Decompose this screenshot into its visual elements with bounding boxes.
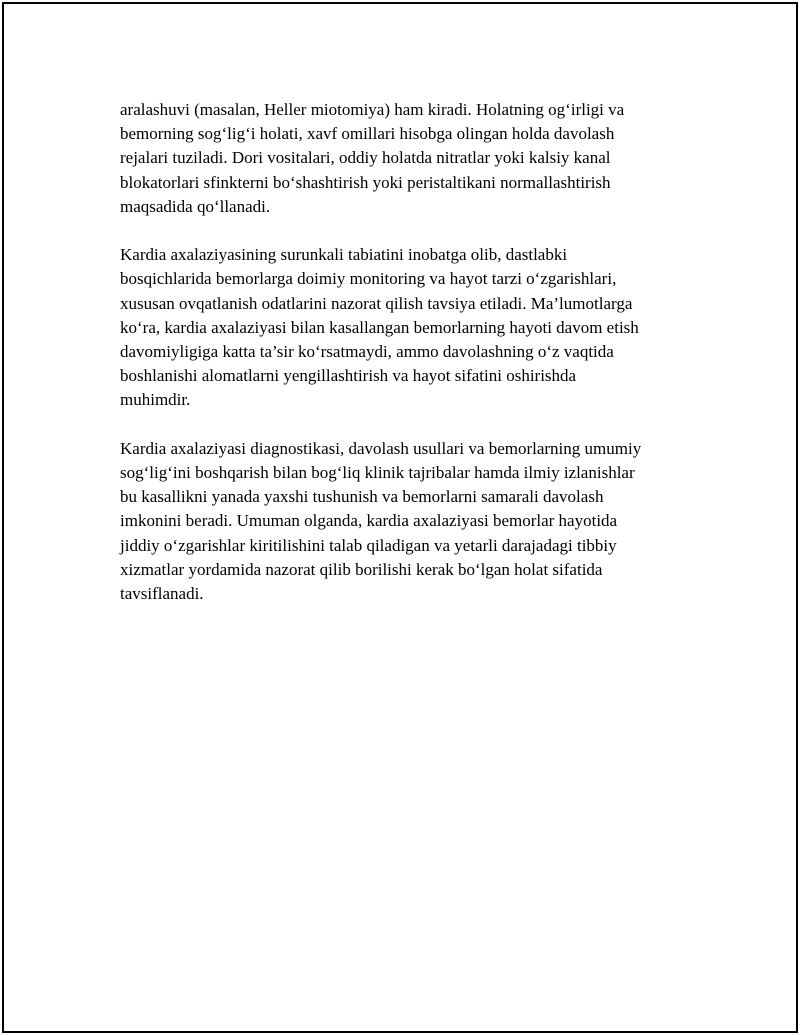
- document-body: [120, 98, 700, 630]
- paragraph-conclusion: Kardia axalaziyasi diagnostikasi, davolash usullari va bemorlarning umumiy sog‘lig‘ini boshqarish bilan bog‘liq klinik tajribalar hamda ilmiy izlanishlar bu kasallikni yanada yaxshi tushunish va bemorlarni samarali davolash imkonini beradi. Umuman olganda, kardia axalaziyasi bemorlar hayotida jiddiy o‘zgarishlar kiritilishini talab qiladigan va yetarli darajadagi tibbiy xizmatlar yordamida nazorat qilib borilishi kerak bo‘lgan holat sifatida tavsiflanadi.: [120, 438, 642, 604]
- paragraph-treatment: aralashuvi (masalan, Heller miotomiya) ham kiradi. Holatning og‘irligi va bemorning sog‘lig‘i holati, xavf omillari hisobga olingan holda davolash rejalari tuziladi. Dori vositalari, oddiy holatda nitratlar yoki kalsiy kanal blokatorlari sfinkterni bo‘shashtirish yoki peristaltikani normallashtirish maqsadida qo‘llanadi.: [120, 100, 625, 216]
- page-frame: [2, 2, 798, 1033]
- paragraph-monitoring: Kardia axalaziyasining surunkali tabiatini inobatga olib, dastlabki bosqichlarida bemorlarga doimiy monitoring va hayot tarzi o‘zgarishlari, xususan ovqatlanish odatlarini nazorat qilish tavsiya etiladi. Ma’lumotlarga ko‘ra, kardia axalaziyasi bilan kasallangan bemorlarning hayoti davom etish davomiyligiga katta ta’sir ko‘rsatmaydi, ammo davolashning o‘z vaqtida boshlanishi alomatlarni yengillashtirish va hayot sifatini oshirishda muhimdir.: [120, 245, 639, 410]
